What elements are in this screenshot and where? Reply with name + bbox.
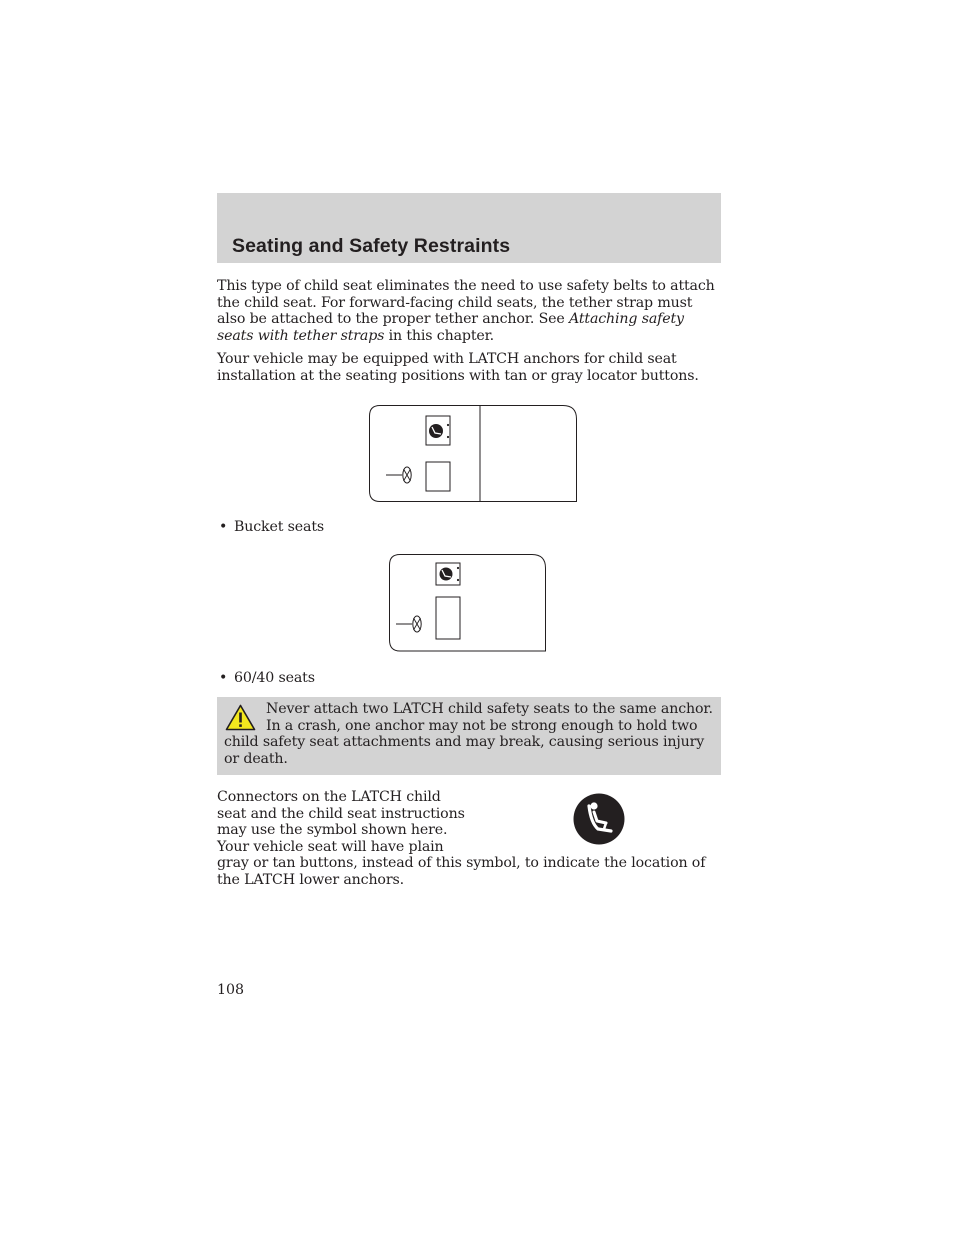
intro-text-part1: This type of child seat eliminates the need to use safety belts to attach the child seat. For forward-facing child seats, the tether strap must also be attached to the proper tether anchor. See bbox=[217, 278, 715, 327]
sixty-forty-seat-diagram bbox=[388, 553, 547, 653]
connectors-text: Connectors on the LATCH child seat and the child seat instructions may use the symbol shown here. Your vehicle seat will have plain gray or tan buttons, instead of this symbol, to indicate the location of the LATCH lower anchors. bbox=[217, 789, 706, 888]
warning-paragraph bbox=[224, 701, 716, 767]
anchor-locator-button bbox=[426, 462, 450, 491]
page-number: 108 bbox=[217, 982, 245, 998]
seat-outline bbox=[370, 406, 577, 502]
anchor-ring-icon bbox=[396, 616, 421, 632]
connectors-paragraph bbox=[217, 789, 722, 888]
bucket-seats-caption: Bucket seats bbox=[234, 519, 325, 535]
warning-text: Never attach two LATCH child safety seats to the same anchor. In a crash, one anchor may not be strong enough to hold two child safety seat attachments and may break, causing serious injury or death. bbox=[224, 701, 713, 767]
section-title: Seating and Safety Restraints bbox=[232, 235, 511, 257]
bucket-seat-diagram bbox=[368, 404, 578, 503]
intro-text-part2: in this chapter. bbox=[384, 327, 495, 344]
intro-paragraph bbox=[217, 278, 722, 344]
anchor-locator-button bbox=[436, 597, 460, 639]
warning-box bbox=[217, 697, 721, 775]
intro-reference-link[interactable]: Attaching safety seats with tether straps bbox=[217, 311, 684, 344]
seat-outline bbox=[390, 555, 546, 652]
child-seat-locator-icon bbox=[436, 563, 460, 585]
section-header-band bbox=[217, 193, 721, 263]
bucket-seats-bullet: • Bucket seats bbox=[219, 519, 325, 535]
sixty-forty-seats-caption: 60/40 seats bbox=[234, 670, 315, 686]
latch-paragraph: Your vehicle may be equipped with LATCH anchors for child seat installation at the seating positions with tan or gray locator buttons. bbox=[217, 351, 699, 384]
child-seat-locator-icon bbox=[426, 416, 450, 445]
anchor-ring-icon bbox=[386, 467, 411, 483]
sixty-forty-seats-bullet: • 60/40 seats bbox=[219, 670, 315, 686]
